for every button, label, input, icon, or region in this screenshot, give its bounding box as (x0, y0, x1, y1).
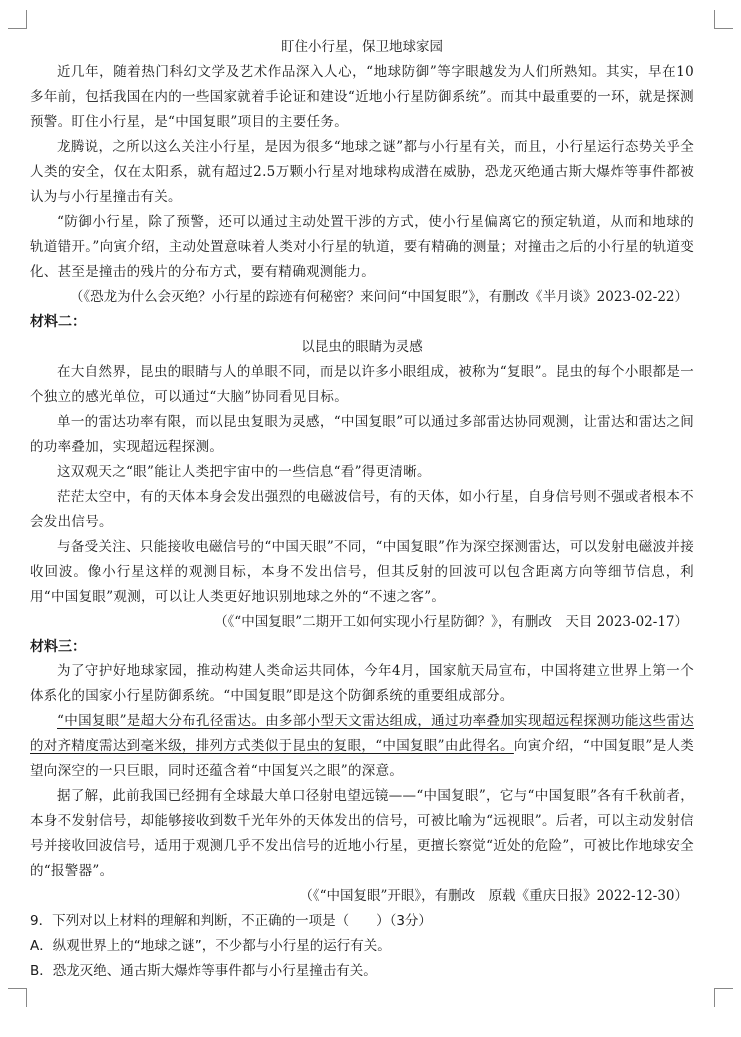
material-three-paragraph-1: 为了守护好地球家园，推动构建人类命运共同体，今年4月，国家航天局宣布，中国将建立世界上第一个体系化的国家小行星防御系统。“中国复眼”即是这个防御系统的重要组成部分。 (30, 663, 694, 704)
question-stem: 9．下列对以上材料的理解和判断，不正确的一项是（ ）（3分） (30, 913, 432, 929)
material-three-source: （《“中国复眼”开眼》，有删改 原载《重庆日报》2022-12-30） (299, 888, 688, 904)
material-two-title: 以昆虫的眼睛为灵感 (301, 339, 423, 355)
underlined-passage: “中国复眼”是超大分布孔径雷达。由多部小型天文雷达组成，通过功率叠加实现超远程探测功能这些雷达的对齐精度需达到毫米级，排列方式类似于昆虫的复眼，“中国复眼”由此得名。 (30, 713, 694, 754)
material-one-paragraph-1: 近几年，随着热门科幻文学及艺术作品深入人心，“地球防御”等字眼越发为人们所熟知。其实，早在10多年前，包括我国在内的一些国家就着手论证和建设“近地小行星防御系统”。而其中最重要的一环，就是探测预警。盯住小行星，是“中国复眼”项目的主要任务。 (30, 64, 694, 130)
material-three-paragraph-2 (30, 709, 694, 784)
material-two-paragraph-3: 这双观天之“眼”能让人类把宇宙中的一些信息“看”得更清晰。 (57, 464, 431, 480)
material-one-paragraph-3: “防御小行星，除了预警，还可以通过主动处置干涉的方式，使小行星偏离它的预定轨道，从而和地球的轨道错开。”向寅介绍，主动处置意味着人类对小行星的轨道，要有精确的测量；对撞击之后的小行星的轨道变化、甚至是撞击的残片的分布方式，要有精确观测能力。 (30, 214, 694, 280)
document-page (30, 34, 694, 984)
crop-mark-bottom-left (8, 988, 27, 1007)
option-b: B．恐龙灭绝、通古斯大爆炸等事件都与小行星撞击有关。 (30, 963, 377, 979)
material-two-paragraph-4: 茫茫太空中，有的天体本身会发出强烈的电磁波信号，有的天体，如小行星，自身信号则不强或者根本不会发出信号。 (30, 489, 694, 530)
material-two-paragraph-1: 在大自然界，昆虫的眼睛与人的单眼不同，而是以许多小眼组成，被称为“复眼”。昆虫的每个小眼都是一个独立的感光单位，可以通过“大脑”协同看见目标。 (30, 364, 694, 405)
material-two-heading: 材料二： (30, 314, 86, 330)
material-one-paragraph-2: 龙腾说，之所以这么关注小行星，是因为很多“地球之谜”都与小行星有关，而且，小行星运行态势关乎全人类的安全，仅在太阳系，就有超过2.5万颗小行星对地球构成潜在威胁，恐龙灭绝通古斯大爆炸等事件都被认为与小行星撞击有关。 (30, 139, 694, 205)
material-three-paragraph-3: 据了解，此前我国已经拥有全球最大单口径射电望远镜——“中国复眼”，它与“中国复眼”各有千秋前者，本身不发射信号，却能够接收到数千光年外的天体发出的信号，可被比喻为“远视眼”。后者，可以主动发射信号并接收回波信号，适用于观测几乎不发出信号的近地小行星，更擅长察觉“近处的危险”，可被比作地球安全的“报警器”。 (30, 788, 694, 879)
material-one-title: 盯住小行星，保卫地球家园 (281, 39, 443, 55)
material-two-source: （《“中国复眼”二期开工如何实现小行星防御？》，有删改 天目 2023-02-17） (214, 614, 688, 630)
material-two-paragraph-5: 与备受关注、只能接收电磁信号的“中国天眼”不同，“中国复眼”作为深空探测雷达，可以发射电磁波并接收回波。像小行星这样的观测目标，本身不发出信号，但其反射的回波可以包含距离方向等细节信息，利用“中国复眼”观测，可以让人类更好地识别地球之外的“不速之客”。 (30, 539, 694, 605)
crop-mark-top-right (714, 10, 733, 29)
material-one-source: （《恐龙为什么会灭绝？小行星的踪迹有何秘密？来问问“中国复眼”》，有删改《半月谈》2023-02-22） (69, 289, 688, 305)
crop-mark-bottom-right (714, 988, 733, 1007)
material-two-paragraph-2: 单一的雷达功率有限，而以昆虫复眼为灵感，“中国复眼”可以通过多部雷达协同观测，让雷达和雷达之间的功率叠加，实现超远程探测。 (30, 414, 694, 455)
crop-mark-top-left (8, 10, 27, 29)
paragraph-continuation: 向寅介绍，“中国复眼”是人类望向深空的一只巨眼，同时还蕴含着“中国复兴之眼”的深意。 (30, 738, 694, 779)
option-a: A．纵观世界上的“地球之谜”，不少都与小行星的运行有关。 (30, 938, 391, 954)
material-three-heading: 材料三： (30, 639, 86, 655)
